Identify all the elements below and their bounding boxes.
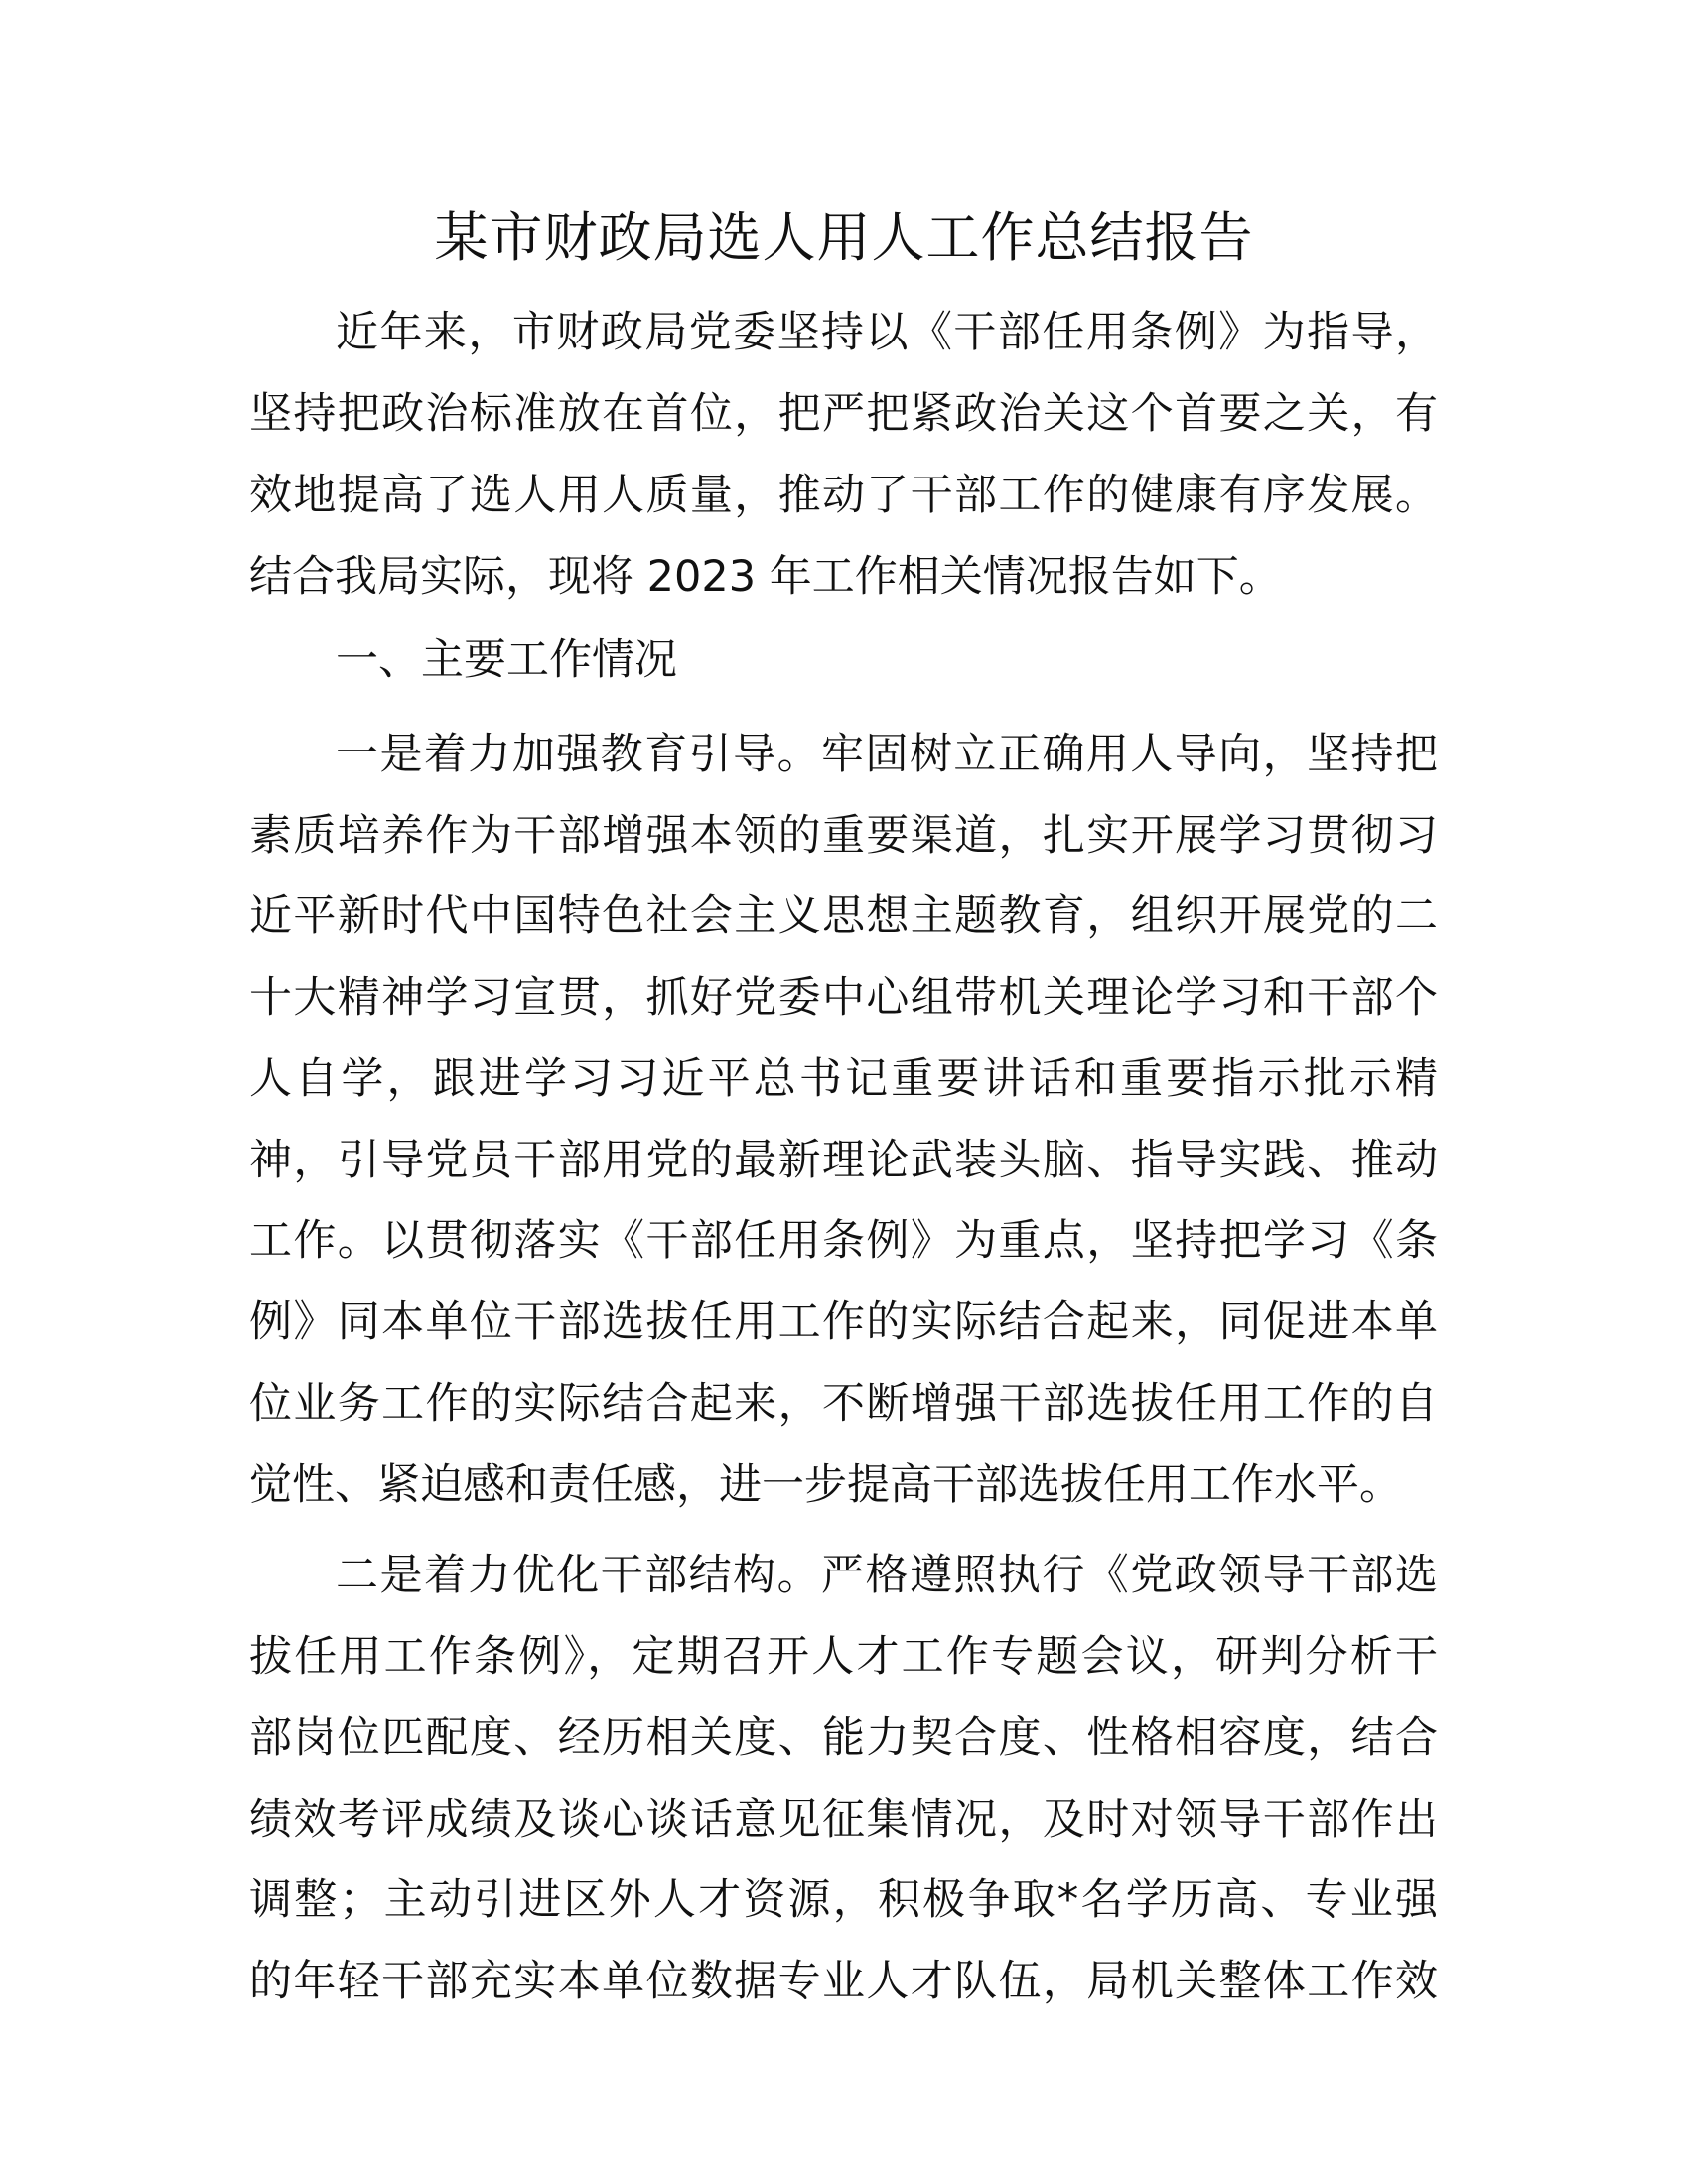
para1-line-10: 觉性、紧迫感和责任感，进一步提高干部选拔任用工作水平。	[249, 1460, 1402, 1510]
para2-line-5: 调整；主动引进区外人才资源，积极争取*名学历高、专业强	[249, 1875, 1438, 1925]
para1-line-6: 神，引导党员干部用党的最新理论武装头脑、指导实践、推动	[249, 1136, 1438, 1185]
para2-line-3: 部岗位匹配度、经历相关度、能力契合度、性格相容度，结合	[249, 1713, 1438, 1763]
para1-line-1: 一是着力加强教育引导。牢固树立正确用人导向，坚持把	[336, 730, 1438, 779]
para1-line-8: 例》同本单位干部选拔任用工作的实际结合起来，同促进本单	[249, 1297, 1438, 1347]
para2-line-4: 绩效考评成绩及谈心谈话意见征集情况，及时对领导干部作出	[249, 1795, 1438, 1844]
para1-line-3: 近平新时代中国特色社会主义思想主题教育，组织开展党的二	[249, 891, 1438, 941]
para2-line-2: 拔任用工作条例》，定期召开人才工作专题会议，研判分析干	[249, 1632, 1438, 1682]
section-heading: 一、主要工作情况	[336, 635, 677, 685]
para1-line-2: 素质培养作为干部增强本领的重要渠道，扎实开展学习贯彻习	[249, 811, 1438, 861]
document-title: 某市财政局选人用人工作总结报告	[434, 206, 1254, 269]
intro-line-3: 效地提高了选人用人质量，推动了干部工作的健康有序发展。	[249, 471, 1438, 520]
para1-line-7: 工作。以贯彻落实《干部任用条例》为重点，坚持把学习《条	[249, 1216, 1438, 1266]
para1-line-4: 十大精神学习宣贯，抓好党委中心组带机关理论学习和干部个	[249, 973, 1438, 1023]
para2-line-1: 二是着力优化干部结构。严格遵照执行《党政领导干部选	[336, 1551, 1438, 1600]
intro-line-4: 结合我局实际，现将 2023 年工作相关情况报告如下。	[249, 552, 1282, 602]
para2-line-6: 的年轻干部充实本单位数据专业人才队伍，局机关整体工作效	[249, 1957, 1438, 2006]
para1-line-9: 位业务工作的实际结合起来，不断增强干部选拔任用工作的自	[249, 1379, 1438, 1429]
intro-line-2: 坚持把政治标准放在首位，把严把紧政治关这个首要之关，有	[249, 389, 1438, 439]
para1-line-5: 人自学，跟进学习习近平总书记重要讲话和重要指示批示精	[249, 1054, 1438, 1104]
intro-line-1: 近年来，市财政局党委坚持以《干部任用条例》为指导，	[336, 308, 1438, 357]
